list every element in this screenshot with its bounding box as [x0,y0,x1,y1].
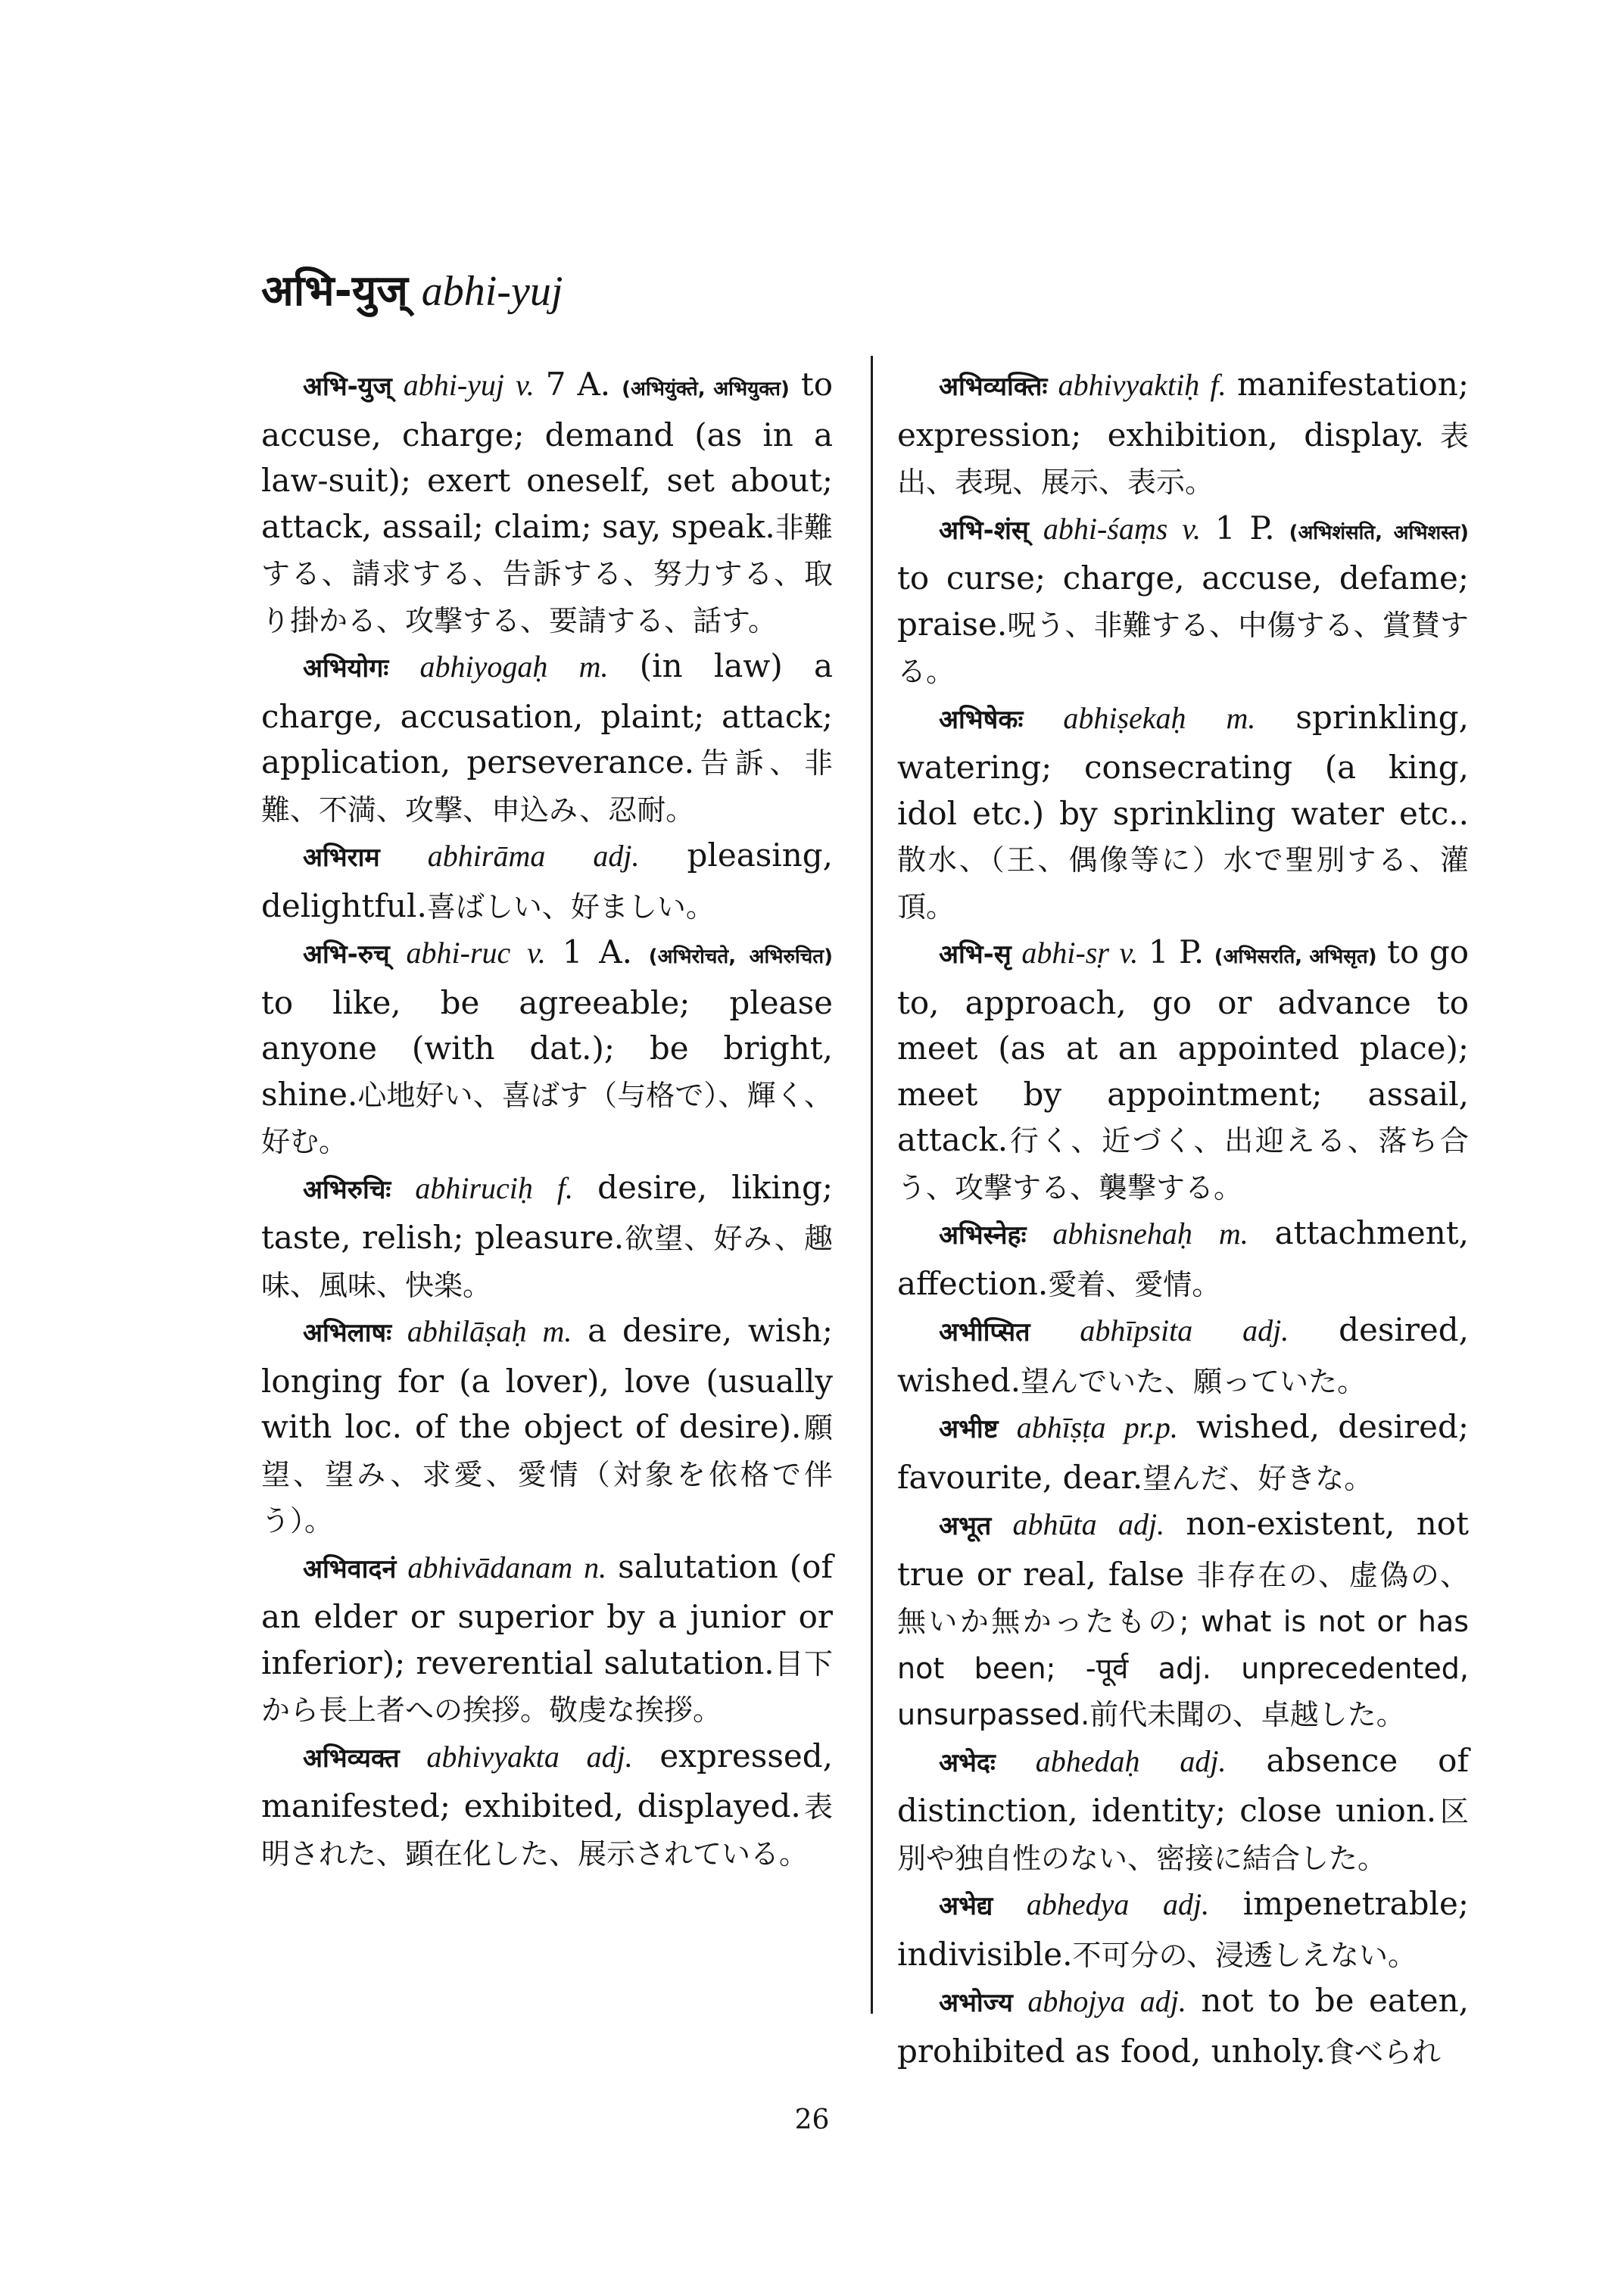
english-definition: (in law) a charge, accusation, plaint; attack; application, perseverance. [261,647,833,780]
japanese-translation: 目下から長上者への挨拶。敬虔な挨拶。 [261,1647,833,1727]
dictionary-entry [897,930,1469,1210]
headword-devanagari: अभि-युज् [303,372,392,402]
english-definition: desired, wished. [897,1311,1469,1399]
headword-devanagari: अभिराम [303,843,380,873]
dictionary-entry [261,1165,833,1309]
headword-transliteration: abhūta [1012,1507,1097,1541]
headword-transliteration: abhi-śaṃs [1043,511,1168,546]
japanese-translation: 欲望、好み、趣味、風味、快楽。 [261,1222,833,1302]
headword-devanagari: अभि-रुच् [303,939,390,970]
headword-transliteration: abhiṣekaḥ [1063,700,1186,735]
verb-class: 7 A. [534,366,622,403]
english-definition: to like, be agreeable; please anyone (with dat.); be bright, shine. [261,983,833,1113]
headword-devanagari: अभेदः [939,1747,996,1778]
japanese-translation: 望んだ、好きな。 [1142,1461,1373,1495]
running-head [261,261,563,322]
verb-class: 1 P. [1201,509,1289,547]
grammar-label: f. [1210,368,1227,402]
headword-transliteration: abhojya [1027,1984,1126,2018]
dictionary-entry [897,1210,1469,1307]
grammar-label: m. [1218,1217,1248,1251]
headword-transliteration: abhi-sṛ [1021,936,1109,970]
headword-devanagari: अभोज्य [939,1988,1013,2018]
japanese-translation: 望んでいた、願っていた。 [1021,1364,1367,1398]
grammar-label: v. [1182,511,1201,546]
japanese-translation: 行く、近づく、出迎える、落ち合う、攻撃する、襲撃する。 [897,1124,1469,1204]
headword-transliteration: abhivyaktiḥ [1058,368,1200,402]
dictionary-entry [897,1501,1469,1738]
japanese-translation: 不可分の、浸透しえない。 [1072,1938,1417,1972]
dictionary-entry [897,506,1469,695]
grammar-label: m. [578,650,609,684]
headword-devanagari: अभीष्ट [939,1414,999,1444]
headword-transliteration: abhi-ruc [406,936,511,970]
dictionary-entry [897,695,1469,930]
english-definition: attachment, affection. [897,1214,1470,1302]
grammar-label: adj. [586,1739,633,1774]
dictionary-entry [261,643,833,833]
headword-devanagari: अभिलाषः [303,1318,392,1348]
dictionary-entry [897,362,1469,506]
english-definition: impenetrable; indivisible. [897,1885,1469,1973]
grammar-label: adj. [1117,1507,1165,1541]
japanese-translation: 非存在の、虚偽の、無いか無かったもの; what is not or has not been; -पूर्व adj. unprecedented, unsurpassed.前代未聞の、卓越した。 [897,1558,1469,1731]
headword-devanagari: अभि-शंस् [939,515,1029,546]
grammar-label: v. [516,368,535,402]
grammar-label: v. [527,936,546,970]
headword-devanagari: अभूत [939,1511,992,1541]
japanese-translation: 願望、望み、求愛、愛情（対象を依格で伴う）。 [261,1411,833,1537]
headword-devanagari: अभेद्य [939,1891,993,1921]
headword-devanagari: अभिषेकः [939,704,1024,735]
page-number: 26 [794,2105,830,2136]
verb-forms: (अभियुंक्ते, अभियुक्त) [622,378,790,400]
grammar-label: adj. [1163,1887,1210,1921]
headword-transliteration: abhīṣṭa [1016,1410,1106,1444]
grammar-label: adj. [1242,1313,1289,1347]
english-definition: absence of distinction, identity; close union. [897,1741,1469,1829]
grammar-label: adj. [1139,1984,1186,2018]
headword-devanagari: अभिव्यक्तिः [939,372,1048,402]
headword-devanagari: अभिवादनं [303,1553,397,1584]
japanese-translation: 非難する、請求する、告訴する、努力する、取り掛かる、攻撃する、要請する、話す。 [261,510,833,637]
headword-transliteration: abhirāma [427,839,546,873]
headword-transliteration: abhiyogaḥ [419,650,548,684]
grammar-label: n. [584,1550,607,1584]
dictionary-entry [261,1544,833,1734]
english-definition: to go to, approach, go or advance to meet (as at an appointed place); meet by appointment; assail, attack. [897,933,1470,1158]
headword-devanagari: अभियोगः [303,653,389,684]
dictionary-entry [261,1308,833,1544]
japanese-translation: 区別や独自性のない、密接に結合した。 [897,1795,1469,1875]
english-definition: wished, desired; favourite, dear. [897,1408,1469,1496]
dictionary-entry [897,1738,1469,1882]
verb-forms: (अभिशंसति, अभिशस्त) [1289,521,1469,544]
japanese-translation: 食べられ [1326,2035,1442,2069]
dictionary-entry [261,1734,833,1877]
japanese-translation: 呪う、非難する、中傷する、賞賛する。 [897,608,1469,688]
grammar-label: m. [1226,700,1256,735]
english-definition: pleasing, delightful. [261,837,834,924]
dictionary-entry [897,1307,1469,1404]
dictionary-entry [897,1978,1469,2075]
japanese-translation: 表出、表現、展示、表示。 [897,419,1469,499]
grammar-label: m. [542,1314,572,1348]
headword-devanagari: अभिव्यक्त [303,1743,400,1774]
dictionary-entry [897,1404,1469,1501]
verb-class: 1 A. [545,933,649,970]
headword-devanagari: अभि-सृ [939,939,1011,970]
english-definition: to curse; charge, accuse, defame; praise. [897,559,1469,643]
left-column [261,362,833,1877]
dictionary-entry [261,833,833,930]
headword-transliteration: abhedaḥ [1035,1743,1140,1778]
headword-devanagari: अभिरुचिः [303,1174,391,1205]
running-head-devanagari: अभि-युज् [261,266,408,316]
headword-transliteration: abhi-yuj [403,368,505,402]
verb-class: 1 P. [1138,933,1214,970]
dictionary-entry [897,1881,1469,1978]
english-definition: non-existent, not true or real, false [897,1505,1469,1593]
grammar-label: pr.p. [1124,1410,1178,1444]
headword-transliteration: abhilāṣaḥ [407,1314,527,1348]
headword-transliteration: abhiruciḥ [415,1170,533,1205]
headword-transliteration: abhivyakta [426,1739,560,1774]
dictionary-entry [261,930,833,1165]
headword-transliteration: abhedya [1026,1887,1130,1921]
headword-transliteration: abhisnehaḥ [1052,1217,1192,1251]
english-definition: manifestation; expression; exhibition, display. [897,366,1469,453]
english-definition: desire, liking; taste, relish; pleasure. [261,1168,833,1256]
english-definition: salutation (of an elder or superior by a junior or inferior); reverential salutation. [261,1547,833,1681]
english-definition: expressed, manifested; exhibited, displayed. [261,1737,833,1824]
japanese-translation: 心地好い、喜ばす（与格で）、輝く、好む。 [261,1078,833,1158]
running-head-roman: abhi-yuj [421,268,563,315]
verb-forms: (अभिसरति, अभिसृत) [1214,946,1377,968]
column-divider [871,356,873,2014]
english-definition: not to be eaten, prohibited as food, unholy. [897,1982,1469,2070]
english-definition: sprinkling, watering; consecrating (a king, idol etc.) by sprinkling water etc.. [897,698,1469,832]
dictionary-entry [261,362,833,643]
english-definition: to accuse, charge; demand (as in a law-suit); exert oneself, set about; attack, assail; claim; say, speak. [261,366,833,545]
verb-forms: (अभिरोचते, अभिरुचित) [648,946,833,968]
japanese-translation: 愛着、愛情。 [1048,1267,1221,1301]
right-column [897,362,1469,2075]
japanese-translation: 告訴、非難、不満、攻撃、申込み、忍耐。 [261,746,833,827]
headword-transliteration: abhivādanam [407,1550,573,1584]
grammar-label: adj. [1180,1743,1227,1778]
english-definition: a desire, wish; longing for (a lover), love (usually with loc. of the object of desire). [261,1312,833,1445]
japanese-translation: 表明された、顕在化した、展示されている。 [261,1790,833,1871]
headword-devanagari: अभीप्सित [939,1317,1030,1347]
japanese-translation: 喜ばしい、好ましい。 [426,889,715,924]
grammar-label: v. [1119,936,1139,970]
grammar-label: f. [556,1170,574,1205]
headword-devanagari: अभिस्नेहः [939,1220,1027,1251]
japanese-translation: 散水、（王、偶像等に）水で聖別する、灌頂。 [897,843,1469,924]
headword-transliteration: abhīpsita [1080,1313,1193,1347]
grammar-label: adj. [593,839,640,873]
